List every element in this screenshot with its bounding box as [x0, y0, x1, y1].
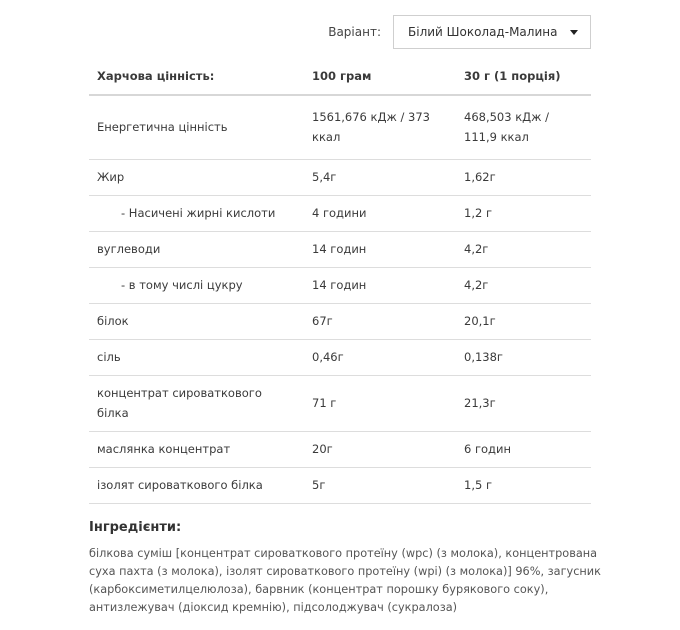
nutrient-name: - в тому числі цукру [121, 278, 243, 292]
variant-dropdown[interactable] [393, 15, 591, 49]
nutrient-name: маслянка концентрат [97, 442, 231, 456]
header-nutrient: Харчова цінність: [89, 58, 304, 95]
value-per-100g: 71 г [312, 396, 337, 410]
value-per-100g: 14 годин [312, 242, 367, 256]
nutrient-name: концентрат сироваткового білка [97, 386, 262, 420]
value-per-100g: 0,46г [312, 350, 344, 364]
table-row [89, 375, 591, 431]
value-per-serving: 20,1г [464, 314, 496, 328]
nutrient-name: Жир [97, 170, 125, 184]
nutrient-name: вуглеводи [97, 242, 161, 256]
table-row [89, 431, 591, 467]
value-per-100g: 67г [312, 314, 333, 328]
value-per-100g: 1561,676 кДж / 373 ккал [312, 110, 430, 145]
ingredients-text: білкова суміш [концентрат сироваткового протеїну (wpc) (з молока), концентрована суха пахта (з молока), ізолят сироваткового протеїну (wpi) (з молока)] 96%, загусник (карбоксиметилцелюлоза), барвник (концентрат порошку бурякового соку), антизлежувач (діоксид кремнію), підсолоджувач (сукралоза) [89, 547, 601, 614]
variant-selected-value: Білий Шоколад-Малина [408, 25, 558, 39]
variant-label: Варіант: [328, 25, 381, 39]
table-row [89, 267, 591, 303]
nutrient-name: - Насичені жирні кислоти [121, 206, 276, 220]
value-per-serving: 468,503 кДж / 111,9 ккал [464, 110, 550, 145]
value-per-100g: 5,4г [312, 170, 337, 184]
table-row [89, 231, 591, 267]
value-per-100g: 5г [312, 478, 326, 492]
value-per-100g: 20г [312, 442, 333, 456]
value-per-serving: 4,2г [464, 278, 489, 292]
nutrient-name: Енергетична цінність [97, 120, 228, 135]
table-row [89, 195, 591, 231]
value-per-serving: 1,5 г [464, 478, 492, 492]
value-per-100g: 4 години [312, 206, 367, 220]
value-per-serving: 21,3г [464, 396, 496, 410]
nutrient-name: білок [97, 314, 129, 328]
nutrient-name: сіль [97, 350, 121, 364]
nutrient-name: ізолят сироваткового білка [97, 478, 263, 492]
value-per-serving: 4,2г [464, 242, 489, 256]
header-per-serving: 30 г (1 порція) [456, 58, 591, 95]
value-per-serving: 1,62г [464, 170, 496, 184]
value-per-serving: 6 годин [464, 442, 511, 456]
value-per-serving: 0,138г [464, 350, 503, 364]
value-per-100g: 14 годин [312, 278, 367, 292]
ingredients-title: Інгредієнти: [89, 520, 182, 535]
variant-selector-row [89, 14, 591, 50]
table-row [89, 159, 591, 195]
value-per-serving: 1,2 г [464, 206, 492, 220]
table-row [89, 303, 591, 339]
chevron-down-icon [570, 30, 578, 35]
table-header-row [89, 58, 591, 95]
table-row [89, 339, 591, 375]
table-row [89, 95, 591, 159]
header-per-100g: 100 грам [304, 58, 456, 95]
table-row [89, 467, 591, 503]
nutrition-table [89, 58, 591, 504]
